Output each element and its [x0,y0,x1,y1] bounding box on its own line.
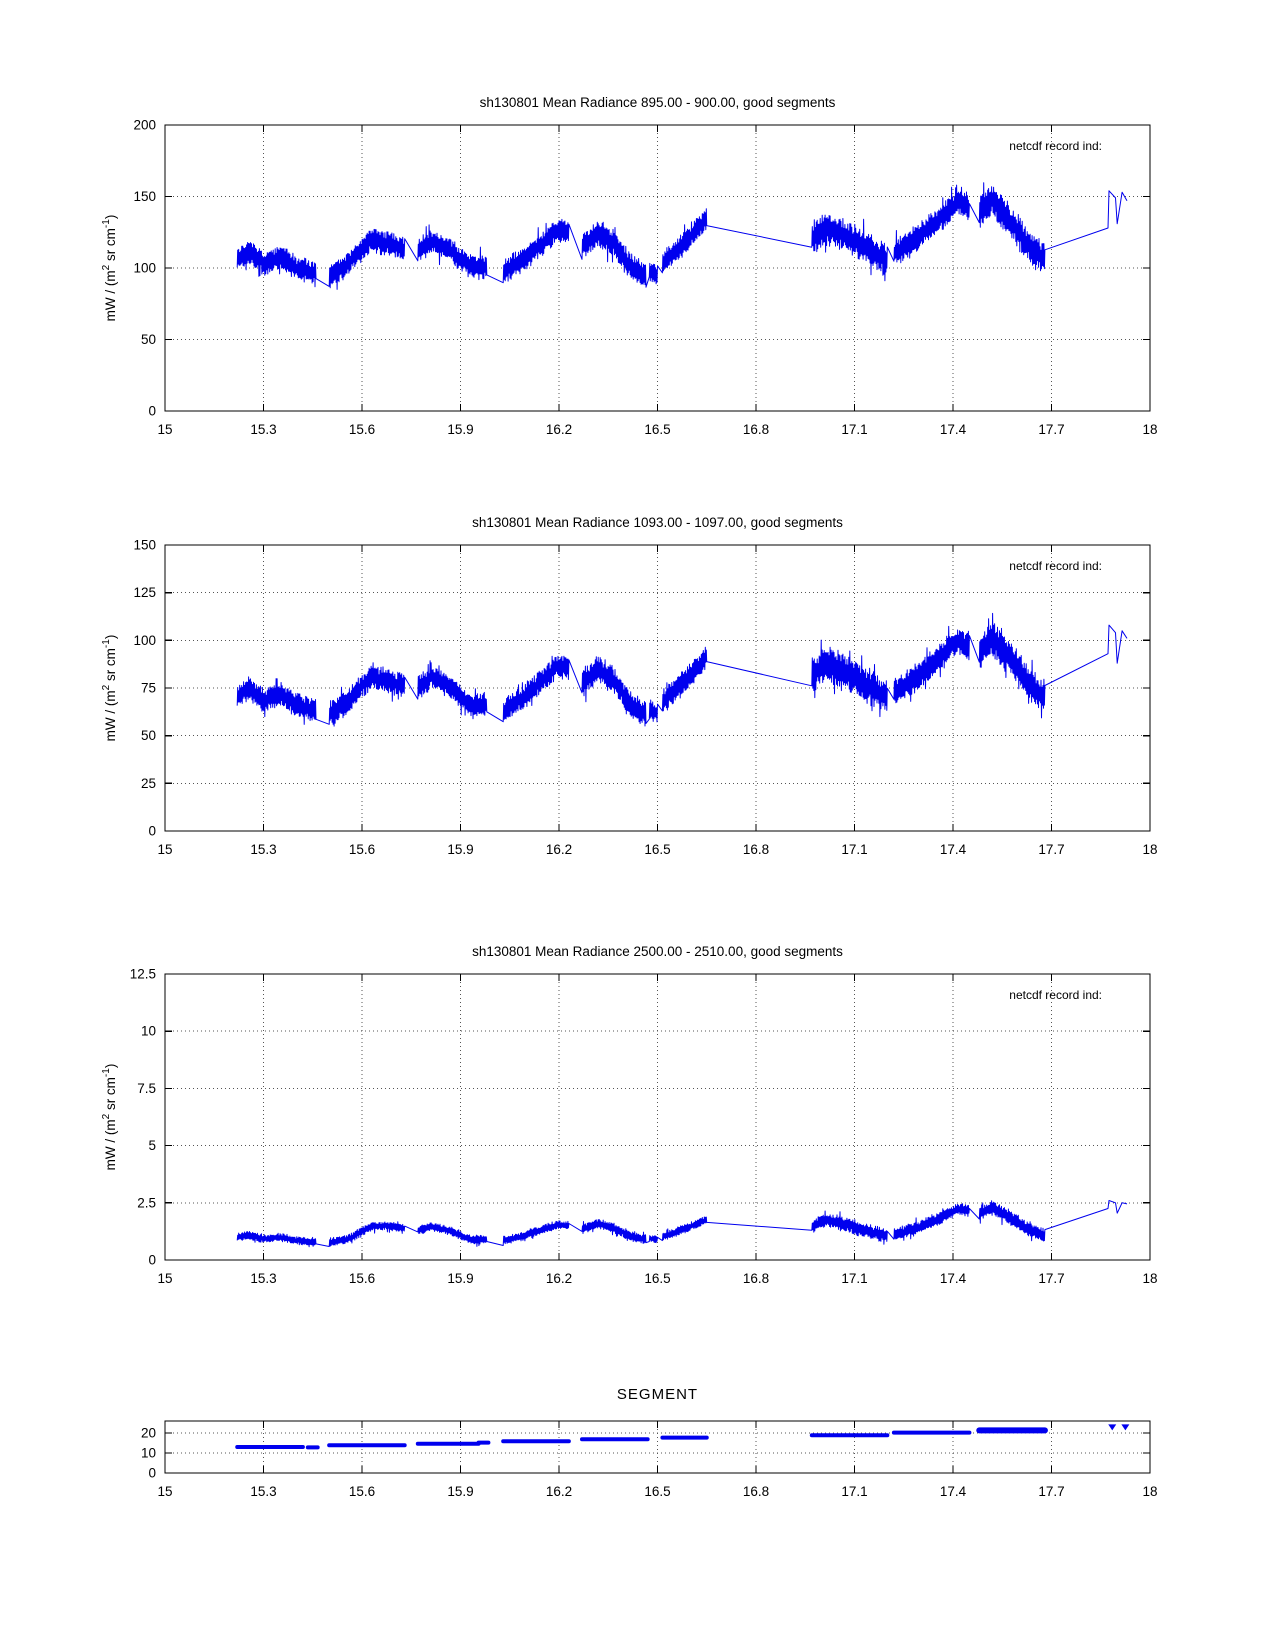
x-tick-label: 16.2 [545,422,573,437]
ylabel-sup: 2 [101,684,112,691]
ylabel-text: sr cm [103,1077,118,1114]
x-tick-label: 15.9 [447,842,474,857]
plot1-netcdf-annotation: netcdf record ind: [1009,139,1102,153]
plot3-netcdf-annotation: netcdf record ind: [1009,988,1102,1002]
y-tick-labels [133,538,156,839]
y-tick-label: 20 [140,1425,156,1441]
y-tick-label: 25 [140,775,156,791]
y-tick-label: 0 [148,823,156,839]
x-tick-label: 18 [1142,842,1158,857]
y-tick-label: 0 [148,1252,156,1268]
y-tick-label: 12.5 [129,966,156,982]
x-tick-label: 16.2 [545,842,573,857]
x-tick-label: 16.2 [545,1271,573,1286]
x-tick-label: 17.1 [841,842,868,857]
ylabel-sup: -1 [101,639,112,649]
ylabel-sup: 2 [101,264,112,271]
plot1-canvas [120,117,1180,447]
segment-title: SEGMENT [616,1386,699,1403]
x-tick-label: 15.3 [250,1484,277,1499]
x-tick-label: 15 [157,422,173,437]
x-tick-labels [157,1271,1157,1286]
x-tick-label: 16.8 [742,422,770,437]
y-tick-label: 200 [133,117,156,133]
y-tick-label: 125 [133,585,156,601]
y-tick-labels [133,118,156,419]
segment-end-marker [1108,1424,1116,1430]
y-tick-label: 75 [140,680,156,696]
segment-end-marker [1121,1424,1129,1430]
y-tick-label: 50 [140,332,156,347]
plot2-netcdf-annotation: netcdf record ind: [1009,559,1102,573]
segment-bars [237,1424,1129,1447]
plot2-title: sh130801 Mean Radiance 1093.00 - 1097.00, good segments [472,515,843,530]
x-tick-label: 17.7 [1038,842,1065,857]
y-tick-label: 0 [148,403,156,419]
x-tick-label: 17.7 [1038,1271,1065,1286]
y-tick-label: 150 [133,537,156,553]
x-tick-label: 16.8 [742,1271,770,1286]
x-tick-label: 15.6 [348,1484,376,1499]
x-tick-label: 15 [157,1484,173,1499]
grid-lines [165,545,1150,831]
plot2-ylabel [97,545,117,831]
y-tick-label: 100 [133,260,156,276]
x-tick-labels [157,422,1157,437]
ylabel-text: mW / (m [103,1119,118,1171]
ylabel-text: mW / (m [103,690,118,742]
ylabel-text: ) [103,634,118,640]
y-tick-label: 100 [133,632,156,648]
x-tick-label: 15.3 [250,422,277,437]
x-tick-label: 17.1 [841,1271,868,1286]
y-tick-labels [141,1426,156,1481]
x-tick-label: 15.6 [348,422,376,437]
x-tick-label: 15.6 [348,842,376,857]
x-tick-label: 15.9 [447,1271,474,1286]
x-tick-label: 15.3 [250,842,277,857]
x-tick-label: 17.4 [939,1271,967,1286]
x-tick-labels [157,842,1157,857]
plot3-canvas [120,966,1180,1296]
x-tick-label: 16.2 [545,1484,573,1499]
x-tick-label: 16.5 [644,1271,671,1286]
ylabel-text: sr cm [103,228,118,265]
x-tick-label: 16.8 [742,842,770,857]
plot1-title: sh130801 Mean Radiance 895.00 - 900.00, good segments [479,95,836,110]
plot1-ylabel [97,125,117,411]
ylabel-sup: -1 [101,1068,112,1078]
plot3-title: sh130801 Mean Radiance 2500.00 - 2510.00, good segments [472,944,843,959]
x-tick-labels [157,1484,1157,1499]
x-tick-label: 18 [1142,1484,1158,1499]
x-tick-label: 16.5 [644,1484,671,1499]
x-tick-label: 17.1 [841,1484,868,1499]
y-tick-labels [130,967,156,1268]
plot3-ylabel [97,974,117,1260]
x-tick-label: 17.4 [939,1484,967,1499]
radiance-series-line [237,183,1127,290]
plot2-canvas [120,537,1180,867]
x-tick-label: 16.5 [644,842,671,857]
radiance-series-line [237,613,1127,726]
y-tick-label: 150 [133,189,156,204]
ylabel-text: mW / (m [103,270,118,322]
x-tick-label: 16.8 [742,1484,770,1499]
y-tick-label: 2.5 [137,1195,156,1211]
x-tick-label: 15.9 [447,1484,474,1499]
ylabel-text: ) [103,1063,118,1069]
ylabel-sup: -1 [101,219,112,229]
x-tick-label: 15.6 [348,1271,376,1286]
y-tick-label: 10 [140,1445,156,1461]
y-tick-label: 5 [148,1138,156,1154]
x-tick-label: 17.1 [841,422,868,437]
x-tick-label: 15 [157,842,173,857]
x-tick-label: 18 [1142,422,1158,437]
ylabel-text: sr cm [103,648,118,685]
y-tick-label: 10 [140,1023,156,1039]
ylabel-sup: 2 [101,1113,112,1120]
y-tick-label: 50 [140,728,156,744]
y-tick-label: 0 [148,1465,156,1481]
x-tick-label: 18 [1142,1271,1158,1286]
x-tick-label: 16.5 [644,422,671,437]
radiance-series-line [237,1201,1127,1247]
x-tick-label: 17.4 [939,422,967,437]
x-tick-label: 17.7 [1038,1484,1065,1499]
x-tick-label: 15.9 [447,422,474,437]
x-tick-label: 17.7 [1038,422,1065,437]
y-tick-label: 7.5 [137,1080,156,1096]
x-tick-label: 15.3 [250,1271,277,1286]
segment-canvas [120,1413,1180,1509]
ylabel-text: ) [103,214,118,220]
x-tick-label: 17.4 [939,842,967,857]
x-tick-label: 15 [157,1271,173,1286]
